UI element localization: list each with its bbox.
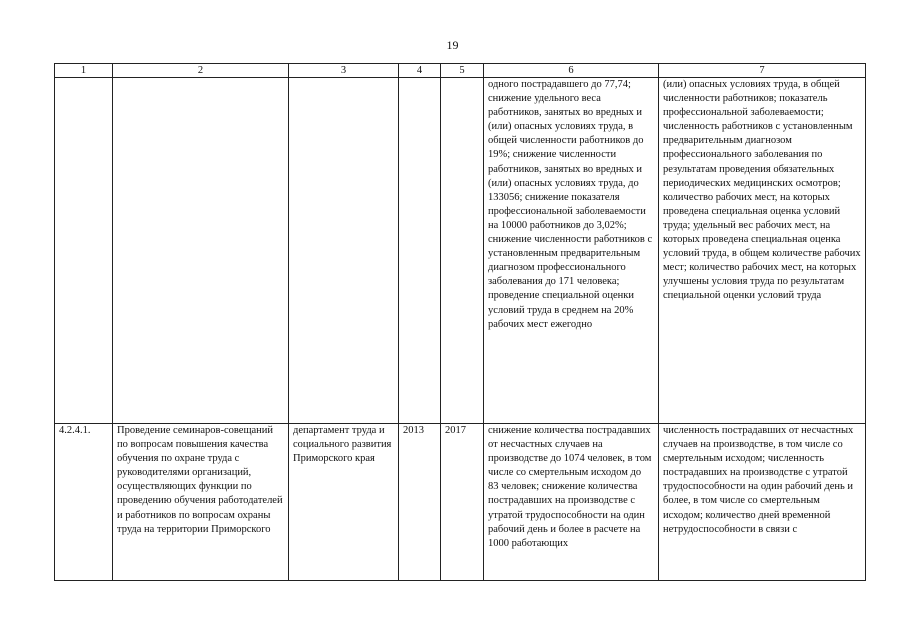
cell-metrics: численность пострадавших от несчастных случаев на производстве, в том числе со смертельным исходом; численность пострадавших на производстве с утратой трудоспособности на один рабочий день и более, в том числе со смертельным исходом; количество дней временной нетрудоспособности в связи с	[659, 424, 866, 581]
cell-end-year: 2017	[441, 424, 484, 581]
table-row-4-2-4-1	[55, 424, 866, 581]
cell-col-5	[441, 78, 484, 424]
table-row-continuation	[55, 78, 866, 424]
cell-item-number: 4.2.4.1.	[55, 424, 113, 581]
document-table	[54, 63, 866, 581]
cell-executor: департамент труда и социального развития Приморского края	[289, 424, 399, 581]
cell-indicators: одного пострадавшего до 77,74; снижение удельного веса работников, занятых во вредных и (или) опасных условиях труда, в общей численности работников до 19%; снижение численности работников, занятых во вредных и (или) опасных условиях труда, до 133056; снижение показателя профессиональной заболеваемости на 10000 работников до 3,02%; снижение численности работников с установленным предварительным диагнозом профессионального заболевания до 171 человека; проведение специальной оценки условий труда в среднем на 20% рабочих мест ежегодно	[484, 78, 659, 424]
page-number: 19	[446, 38, 459, 52]
cell-metrics: (или) опасных условиях труда, в общей численности работников; показатель профессиональной заболеваемости; численность работников с установленным предварительным диагнозом профессионального заболевания по результатам проведения обязательных периодических медицинских осмотров; количество рабочих мест, на которых проведена специальная оценка условий труда; удельный вес рабочих мест, на которых проведена специальная оценка условий труда, в общем количестве рабочих мест; количество рабочих мест, на которых улучшены условия труда по результатам специальной оценки условий труда	[659, 78, 866, 424]
header-col-7: 7	[659, 64, 866, 78]
cell-activity: Проведение семинаров-совещаний по вопросам повышения качества обучения по охране труда с руководителями организаций, осуществляющих функции по проведению обучения работодателей и работников по вопросам охраны труда на территории Приморского	[113, 424, 289, 581]
header-col-2: 2	[113, 64, 289, 78]
cell-col-4	[399, 78, 441, 424]
cell-col-1	[55, 78, 113, 424]
header-row	[55, 64, 866, 78]
header-col-3: 3	[289, 64, 399, 78]
cell-col-2	[113, 78, 289, 424]
header-col-5: 5	[441, 64, 484, 78]
cell-start-year: 2013	[399, 424, 441, 581]
header-col-1: 1	[55, 64, 113, 78]
header-col-6: 6	[484, 64, 659, 78]
cell-col-3	[289, 78, 399, 424]
cell-indicators: снижение количества пострадавших от несчастных случаев на производстве до 1074 человек, в том числе со смертельным исходом до 83 человек; снижение количества пострадавших на производстве с утратой трудоспособности на один рабочий день и более в расчете на 1000 работающих	[484, 424, 659, 581]
header-col-4: 4	[399, 64, 441, 78]
